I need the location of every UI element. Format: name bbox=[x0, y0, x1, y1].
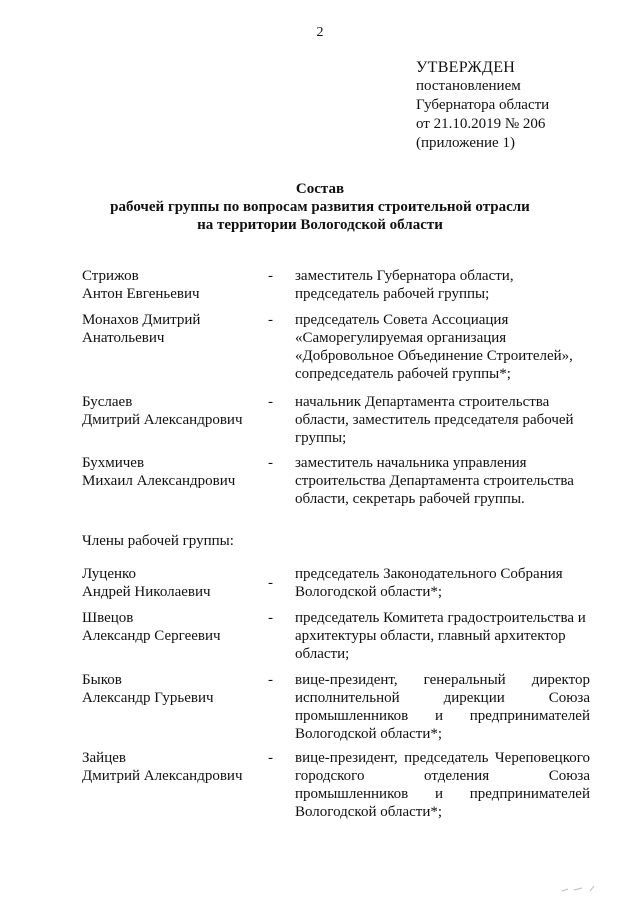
approval-line: постановлением bbox=[416, 78, 521, 94]
member-row bbox=[82, 393, 590, 454]
scan-mark-icon bbox=[560, 883, 600, 893]
member-row bbox=[82, 671, 590, 749]
member-position: председатель Комитета градостроительства и архитектуры области, главный архитектор области; bbox=[295, 610, 586, 662]
composition-list bbox=[82, 267, 590, 827]
member-name: Зайцев Дмитрий Александрович bbox=[82, 750, 243, 784]
approval-line: (приложение 1) bbox=[416, 135, 515, 151]
member-position: заместитель Губернатора области, председатель рабочей группы; bbox=[295, 268, 514, 302]
member-position: вице-президент, председатель Череповецкого городского отделения Союза промышленников и предпринимателей Вологодской области*; bbox=[295, 750, 590, 820]
approval-line: Губернатора области bbox=[416, 97, 550, 113]
title-line: на территории Вологодской области bbox=[197, 217, 443, 233]
member-dash: - bbox=[268, 455, 273, 471]
member-row bbox=[82, 749, 590, 827]
approval-line: от 21.10.2019 № 206 bbox=[416, 116, 546, 132]
title-line: рабочей группы по вопросам развития строительной отрасли bbox=[110, 199, 530, 215]
approval-stamp: УТВЕРЖДЕН bbox=[416, 59, 516, 76]
member-row bbox=[82, 267, 590, 311]
member-row bbox=[82, 311, 590, 393]
member-row bbox=[82, 609, 590, 671]
member-dash: - bbox=[268, 394, 273, 410]
member-row bbox=[82, 565, 590, 609]
member-row bbox=[82, 454, 590, 532]
member-dash: - bbox=[268, 312, 273, 328]
member-name: Буслаев Дмитрий Александрович bbox=[82, 394, 243, 428]
member-name: Луценко Андрей Николаевич bbox=[82, 566, 211, 600]
member-position: начальник Департамента строительства области, заместитель председателя рабочей группы; bbox=[295, 394, 574, 446]
member-dash: - bbox=[268, 610, 273, 626]
member-dash: - bbox=[268, 268, 273, 284]
member-position: председатель Законодательного Собрания Вологодской области*; bbox=[295, 566, 563, 600]
member-position: вице-президент, генеральный директор исполнительной дирекции Союза промышленников и предпринимателей Вологодской области*; bbox=[295, 672, 590, 742]
member-position: заместитель начальника управления строительства Департамента строительства области, секретарь рабочей группы. bbox=[295, 455, 574, 507]
member-name: Бухмичев Михаил Александрович bbox=[82, 455, 236, 489]
members-section-label: Члены рабочей группы: bbox=[82, 533, 234, 549]
approval-block bbox=[416, 58, 549, 153]
member-dash: - bbox=[268, 575, 273, 591]
member-name: Стрижов Антон Евгеньевич bbox=[82, 268, 200, 302]
page-number: 2 bbox=[316, 25, 324, 40]
member-name: Монахов Дмитрий Анатольевич bbox=[82, 312, 201, 346]
title-line: Состав bbox=[295, 181, 345, 197]
document-title bbox=[0, 180, 640, 234]
member-name: Швецов Александр Сергеевич bbox=[82, 610, 221, 644]
member-position: председатель Совета Ассоциация «Саморегулируемая организация «Добровольное Объединение Строителей», сопредседатель рабочей группы*; bbox=[295, 312, 573, 382]
member-dash: - bbox=[268, 672, 273, 688]
member-name: Быков Александр Гурьевич bbox=[82, 672, 214, 706]
member-dash: - bbox=[268, 750, 273, 766]
